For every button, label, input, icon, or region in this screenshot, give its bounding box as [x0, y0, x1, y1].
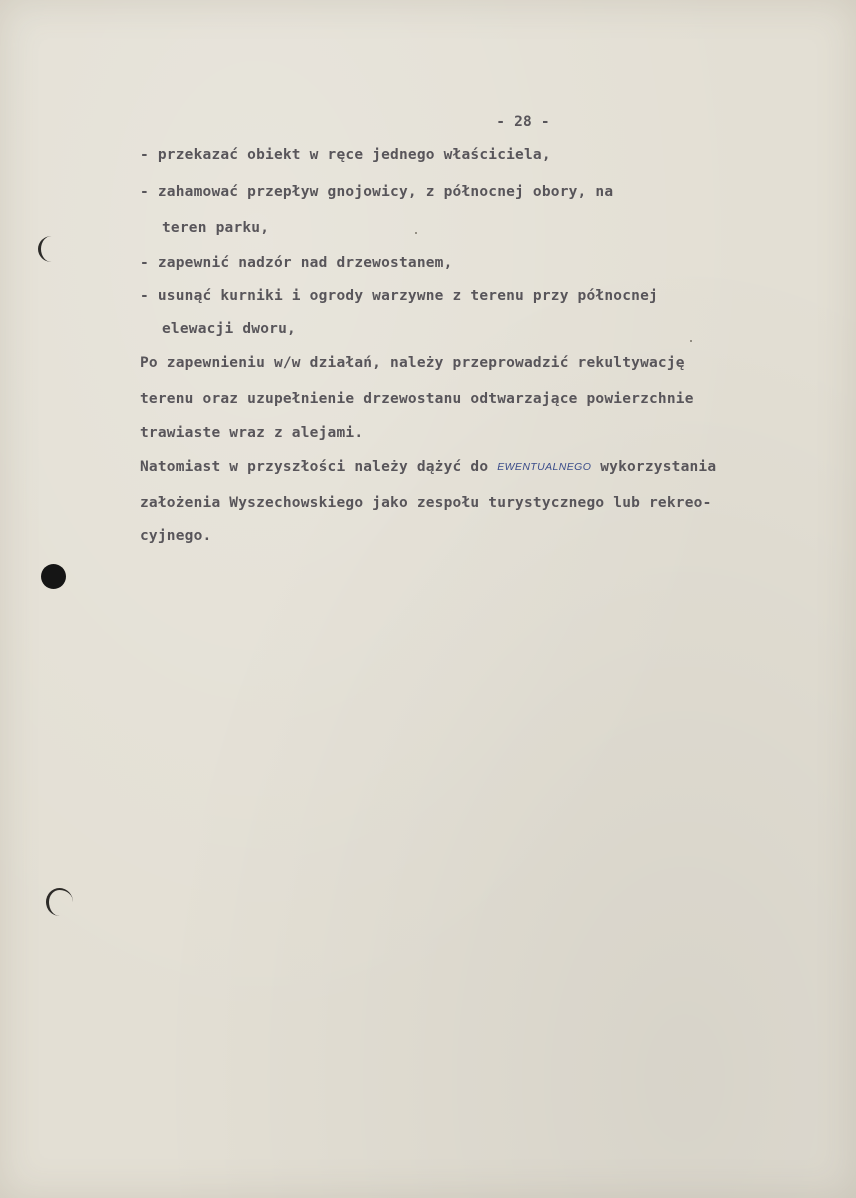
text-line-bullet: - zahamować przepływ gnojowicy, z północnej obory, na [140, 184, 614, 200]
text-line: elewacji dworu, [162, 321, 296, 337]
text-line-bullet: - przekazać obiekt w ręce jednego właściciela, [140, 147, 551, 163]
text-line: trawiaste wraz z alejami. [140, 425, 364, 441]
text-line-with-annotation [140, 457, 716, 477]
punch-hole [38, 236, 65, 262]
text-line: założenia Wyszechowskiego jako zespołu turystycznego lub rekreo- [140, 495, 712, 511]
punch-hole [41, 564, 66, 589]
text-segment: Natomiast w przyszłości należy dążyć do [140, 459, 489, 475]
text-line: Po zapewnieniu w/w działań, należy przeprowadzić rekultywację [140, 355, 685, 371]
text-line-bullet: - zapewnić nadzór nad drzewostanem, [140, 255, 453, 271]
text-segment: wykorzystania [600, 459, 717, 475]
paper-speck [690, 340, 692, 342]
text-line: terenu oraz uzupełnienie drzewostanu odtwarzające powierzchnie [140, 391, 694, 407]
text-line: teren parku, [162, 220, 270, 236]
handwritten-insertion: EWENTUALNEGO [497, 461, 592, 473]
text-line: cyjnego. [140, 528, 212, 544]
paper-speck [415, 232, 417, 234]
text-line-bullet: - usunąć kurniki i ogrody warzywne z terenu przy północnej [140, 288, 658, 304]
punch-hole [46, 888, 73, 916]
page-number: - 28 - [496, 114, 550, 130]
